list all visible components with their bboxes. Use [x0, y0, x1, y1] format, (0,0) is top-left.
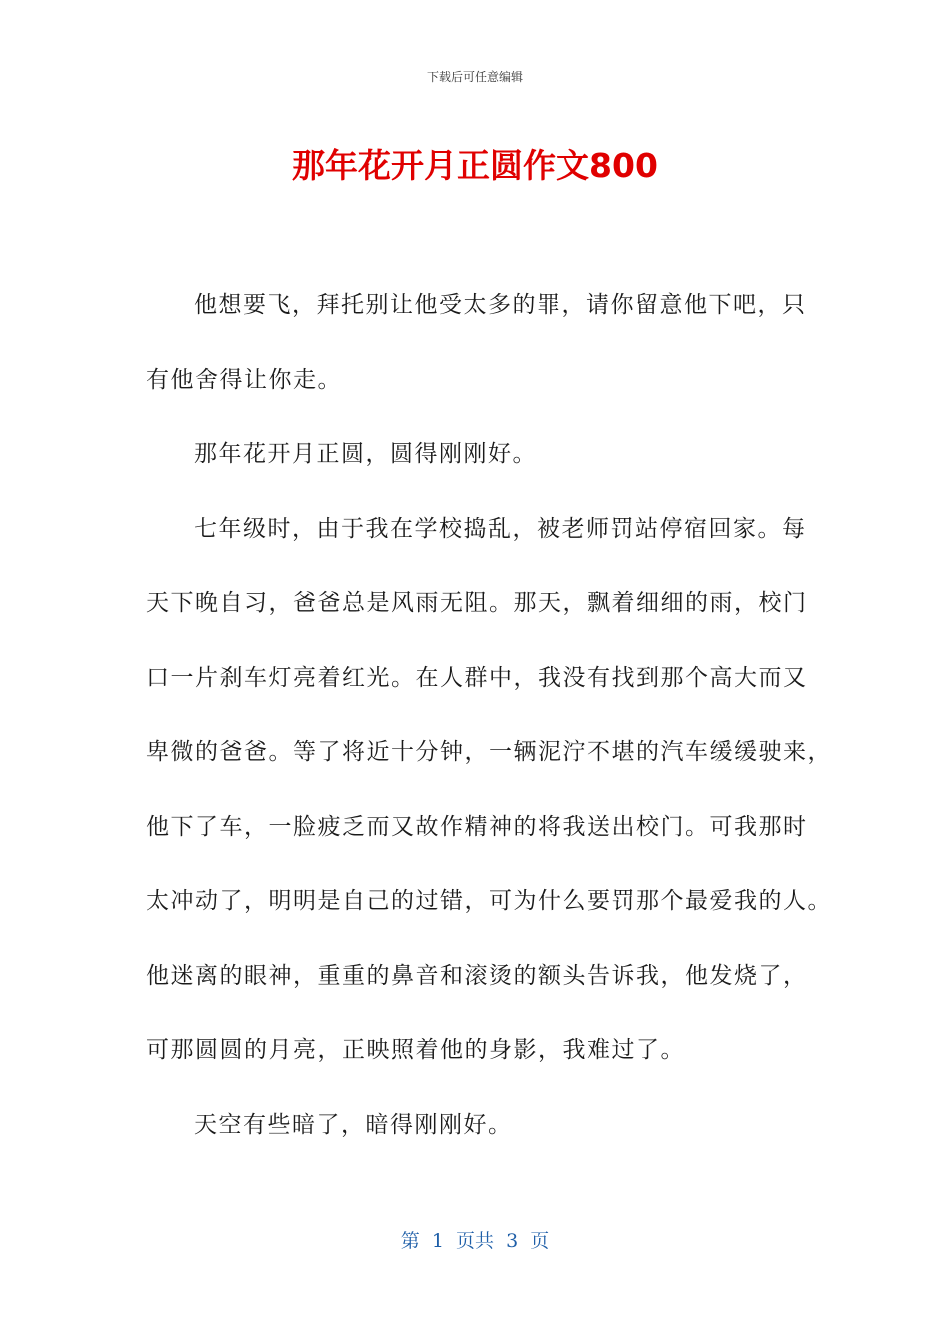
- header-note: 下载后可任意编辑: [426, 70, 523, 84]
- body-line: 七年级时，由于我在学校捣乱，被老师罚站停宿回家。每: [194, 515, 807, 542]
- body-line: 他下了车，一脸疲乏而又故作精神的将我送出校门。可我那时: [146, 813, 808, 840]
- body-line: 那年花开月正圆，圆得刚刚好。: [194, 441, 537, 467]
- document-title: 那年花开月正圆作文800: [292, 146, 658, 185]
- page-number-footer: 第 1 页共 3 页: [400, 1230, 550, 1252]
- body-line: 口一片刹车灯亮着红光。在人群中，我没有找到那个高大而又: [146, 664, 808, 691]
- body-line: 他想要飞，拜托别让他受太多的罪，请你留意他下吧，只: [194, 292, 807, 318]
- body-line: 天下晚自习，爸爸总是风雨无阻。那天，飘着细细的雨，校门: [146, 590, 808, 616]
- body-line: 有他舍得让你走。: [146, 366, 342, 393]
- body-line: 太冲动了，明明是自己的过错，可为什么要罚那个最爱我的人。: [146, 888, 832, 914]
- body-line: 他迷离的眼神，重重的鼻音和滚烫的额头告诉我，他发烧了，: [146, 962, 808, 989]
- body-line: 卑微的爸爸。等了将近十分钟，一辆泥泞不堪的汽车缓缓驶来，: [146, 739, 832, 765]
- body-line: 可那圆圆的月亮，正映照着他的身影，我难过了。: [146, 1037, 685, 1063]
- document-body: [146, 268, 832, 1162]
- body-line: 天空有些暗了，暗得刚刚好。: [194, 1111, 513, 1138]
